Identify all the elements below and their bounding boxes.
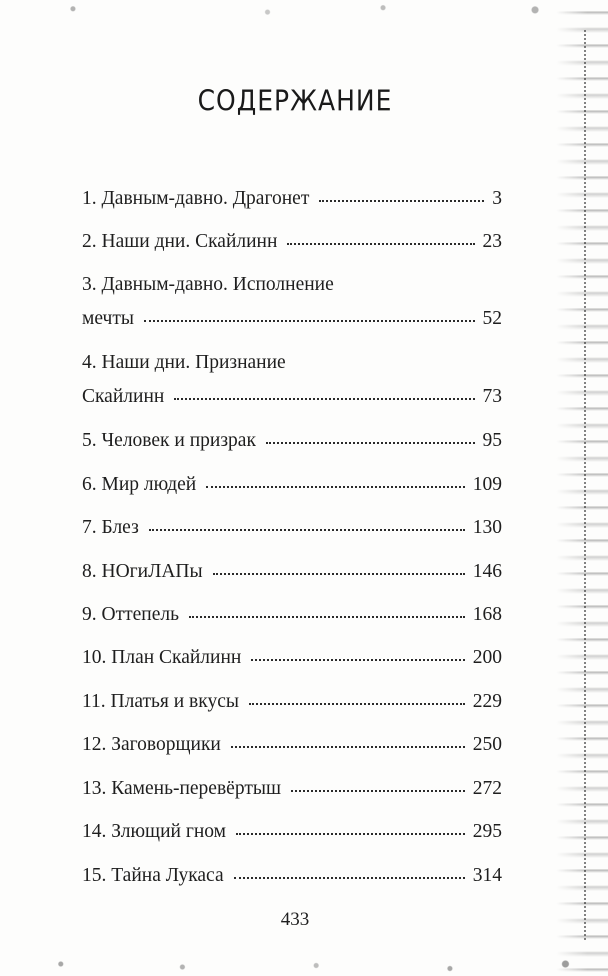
toc-entry xyxy=(82,772,502,806)
toc-entry-page: 109 xyxy=(472,474,502,495)
toc-entry-title: 2. Наши дни. Скайлинн xyxy=(82,231,278,252)
dot-leader xyxy=(231,745,465,748)
dot-leader xyxy=(291,789,465,792)
toc-entry-title: 5. Человек и призрак xyxy=(82,430,256,451)
toc-entry-title: 8. НОгиЛАПы xyxy=(82,561,203,582)
toc-entry-title: 10. План Скайлинн xyxy=(82,647,242,668)
dot-leader xyxy=(319,199,484,202)
toc-entry-title: 9. Оттепель xyxy=(82,604,179,625)
toc-entry-title-continued: мечты xyxy=(82,308,134,329)
toc-entry-title-continued: Скайлинн xyxy=(82,386,165,407)
toc-entry-page: 146 xyxy=(472,561,502,582)
toc-entry xyxy=(82,859,502,893)
toc-entry xyxy=(82,468,502,502)
toc-entry-title: 11. Платья и вкусы xyxy=(82,691,239,712)
dot-leader xyxy=(213,572,465,575)
toc-entry xyxy=(82,728,502,762)
toc-entry xyxy=(82,685,502,719)
toc-entry-title: 3. Давным-давно. Исполнение xyxy=(82,274,334,295)
toc-entry xyxy=(82,268,502,336)
dot-leader xyxy=(251,658,464,661)
page-title: СОДЕРЖАНИЕ xyxy=(197,83,393,118)
toc-entry xyxy=(82,641,502,675)
toc-entry-page: 73 xyxy=(482,386,502,407)
toc-entry xyxy=(82,424,502,458)
toc-entry-page: 295 xyxy=(472,821,502,842)
dot-leader xyxy=(144,319,475,322)
toc-entry-page: 168 xyxy=(472,604,502,625)
toc-entry-page: 130 xyxy=(472,517,502,538)
dot-leader xyxy=(174,397,474,400)
toc-entry-title: 15. Тайна Лукаса xyxy=(82,865,224,886)
toc-entry xyxy=(82,598,502,632)
dot-leader xyxy=(234,876,465,879)
page-edge-bottom xyxy=(0,946,608,976)
dot-leader xyxy=(249,702,465,705)
toc-entry-title: 4. Наши дни. Признание xyxy=(82,352,286,373)
toc-entry-title: 14. Злющий гном xyxy=(82,821,226,842)
toc-entry xyxy=(82,182,502,216)
dot-leader xyxy=(266,441,475,444)
toc-entry-page: 52 xyxy=(482,308,502,329)
toc-entry xyxy=(82,346,502,414)
toc-entry-page: 23 xyxy=(482,231,502,252)
toc-entry-page: 200 xyxy=(472,647,502,668)
dot-leader xyxy=(149,528,465,531)
toc-entry-page: 272 xyxy=(472,778,502,799)
toc-entry xyxy=(82,815,502,849)
toc-entry-page: 314 xyxy=(472,865,502,886)
dot-leader xyxy=(189,615,465,618)
toc-entry-title: 13. Камень-перевёртыш xyxy=(82,778,281,799)
toc-entry-page: 95 xyxy=(482,430,502,451)
toc-entry-page: 229 xyxy=(472,691,502,712)
dot-leader xyxy=(206,485,465,488)
toc-entry-page: 3 xyxy=(492,188,502,209)
page-edge-right-marks xyxy=(581,30,586,940)
dot-leader xyxy=(236,832,465,835)
toc-entry xyxy=(82,511,502,545)
toc-entry-title: 6. Мир людей xyxy=(82,474,197,495)
page-number: 433 xyxy=(280,909,310,930)
toc-entry-title: 1. Давным-давно. Драгонет xyxy=(82,188,310,209)
toc-entry xyxy=(82,225,502,259)
toc-entry-page: 250 xyxy=(472,734,502,755)
toc-entry-title: 7. Блез xyxy=(82,517,139,538)
toc-entry-title: 12. Заговорщики xyxy=(82,734,221,755)
dot-leader xyxy=(287,242,474,245)
page-edge-top xyxy=(0,0,608,22)
toc-entry xyxy=(82,555,502,589)
